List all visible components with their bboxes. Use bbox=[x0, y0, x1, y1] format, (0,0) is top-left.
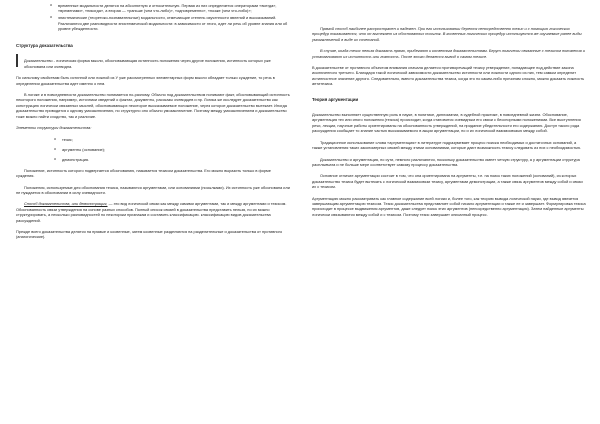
paragraph-argumentation-content: Аргументацию можно рассматривать как главное содержание всей логики и, более того, как теорию вывода логической науки, где вывод является завершающим аргументацию тезисом. Тезис доказательства представляет собой начало аргументации и также ее и завершает. Формулировка тезиса происходит в процессе выдвижения аргументов, даже следует поиск этих аргументов (непосредственно аргументация). Затем найденные аргументы логически связываются между собой и с тезисом. Поэтому тезис завершает описанный процесс. bbox=[312, 195, 586, 217]
paragraph-proof-role: Доказательство выполняет существенную роль в науке, в политике, дипломатии, в судебной практике, в повседневной жизни. Обоснование, аргументация тех или иного положения (тезиса) происходит, когда становится очевидным его связи с бесспорными положениями. Все выступления речи, лекции, научные работы ориентированы на обоснованность утверждений, на придание убедительности его содержанию. Доступ такого рода рассуждения сообщает то знание частью высказываемого в акции аргументации, но и их логической взаимосвязью между собой. bbox=[312, 112, 581, 134]
paragraph-direct-indirect: Прежде всего доказательства делятся на прямые и косвенные, затем косвенные разделяются на разделительные и доказательства от противного (апагогические). bbox=[16, 228, 283, 240]
elements-title: Элементы структуры доказательства: bbox=[16, 125, 92, 131]
modality-bullets bbox=[16, 3, 290, 32]
paragraph-proof-vs-argumentation: Доказательство и аргументация, по сути, немного различаются, поскольку доказательство имеет четкую структуру, а у аргументации структура расплывчата и не больше мере соответствует самому процессу доказательства. bbox=[312, 156, 580, 167]
section-heading-argumentation: Теория аргументации bbox=[312, 96, 359, 102]
element-demonstration: o демонстрация. bbox=[62, 157, 290, 162]
right-page bbox=[300, 0, 600, 424]
demonstration-text: — это вид логической связи как между самими аргументами, так и между аргументами и тезисом. Обоснованность связи утверждения на основе разных способов. Полный список связей в доказательства представить нельзя, но их можно структурировать, а несколько разновидностей по некоторым признакам и составить классификацию. классификацию видов доказательства рассуждений. bbox=[16, 201, 287, 223]
dropcap-mark bbox=[16, 54, 18, 67]
element-thesis: o тезис; bbox=[62, 137, 290, 142]
definition-text: Доказательство - логическая форма мысли, обосновывающая истинность положения через другие положения, истинность которых уже обоснована или очевидна. bbox=[24, 58, 271, 69]
bullet-epistemic: o эпистемические (теоретико-познавательные) модальности, отмечающие степень изученности явлений и высказываний. Различаются две разновидности эпистемической модальности: в зависимости от этого, идет ли речь об уровне знания или об уровне убежденности. bbox=[58, 15, 290, 31]
paragraph-truth-property: По сильному свойствам быть истинной или ложной из У уже рассмотренных элементарных форм мысли обладает только суждение, то речь в определении доказательства идет именно о нем. bbox=[16, 75, 275, 86]
paragraph-thesis: Положение, истинность которого подвергается обоснованию, называется тезисом доказательства. Его можно выразить только в форме суждения. bbox=[16, 167, 271, 179]
paragraph-logic-vs-everyday: В логике и в повседневности доказательство понимается по-разному. Обычно под доказательством понимают факт, обосновывающий истинность некоторого положения, например, источники сведений о фактах, документы, рассказы очевидцев и пр. Логика же исследует доказательство как конструкцию логически связанных мыслей, обосновывающих некоторое высказываемое положение, через которое доказательство вытекает. Иногда доказательство приводится к одному умозаключению, но структурно оно обычно умозаключение. Поэтому между умозаключением и доказательство тоже можно найти сходство, так и различие. bbox=[16, 92, 290, 119]
paragraph-main-difference: Основное отличие аргументации состоит в том, что она ориентирована на аргументы, т.е. на поиск таких положений (оснований), из которых доказательство тезиса будет вытекать с логической взаимосвязи тезису, аргументами демонстрации, а также связь аргументов между собой и связи их с тезисом. bbox=[312, 173, 583, 190]
paragraph-arguments: Положения, используемые для обоснования тезиса, называются аргументами, или основаниями (посылками). Их истинность уже обоснована или не нуждается в обосновании в силу очевидности. bbox=[16, 184, 290, 195]
paragraph-contradiction: В доказательстве от противного объектом внимания сначала делается противоречащий тезису утверждение, попадающее под действие закона исключенного третьего. Благодаря такой логической зависимости доказательство истинности или ложности одного из них, тем самым определит истинностное значение другого. Следовательно, вместо доказательства тезиса, когда это по каким-либо причинам сложно, можно доказать ложность антитезиса. bbox=[312, 65, 585, 87]
bullet-temporal: o временные модальности делятся на абсолютную и относительную. Первая из них определяется операторами «всегда», «временами», «никогда», а вторая — «раньше (чем что-либо)», «одновременно», «позже (чем что-либо)»; bbox=[58, 3, 290, 14]
paragraph-indirect-method: В случае, когда тезис нельзя доказать прямо, прибегают к косвенным доказательствам. Берут логически связанные с тезисом положения и устанавливают их истинность или ложность. После этого делается вывод о самом тезисе. bbox=[312, 48, 585, 59]
paragraph-demonstration bbox=[16, 201, 290, 223]
definition-paragraph bbox=[16, 58, 290, 69]
demonstration-term: Способ доказательства, или демонстрация, bbox=[24, 201, 108, 207]
paragraph-traditional-use: Традиционное использование слова «аргументация» в литературе подразумевает процесс поиска необходимых и достаточных оснований, а также установления таких закономерных связей между этими основаниями, которые дают возможность тезису следовать из них с необходимостью. bbox=[312, 139, 582, 151]
elements-list bbox=[16, 137, 290, 163]
section-heading-proof-structure: Структура доказательства bbox=[16, 43, 73, 49]
element-arguments: o аргументы (основание); bbox=[62, 147, 290, 152]
paragraph-direct-method: Прямой способ наиболее распространен и надежен. При его использовании берется непосредственно тезис и с помощью логических процедур показывается, что он вытекает из обоснованных посылок. В косвенных логических процедур используются же изучаемые ранее виды умозаключений в виде их сочетаний. bbox=[312, 26, 582, 42]
